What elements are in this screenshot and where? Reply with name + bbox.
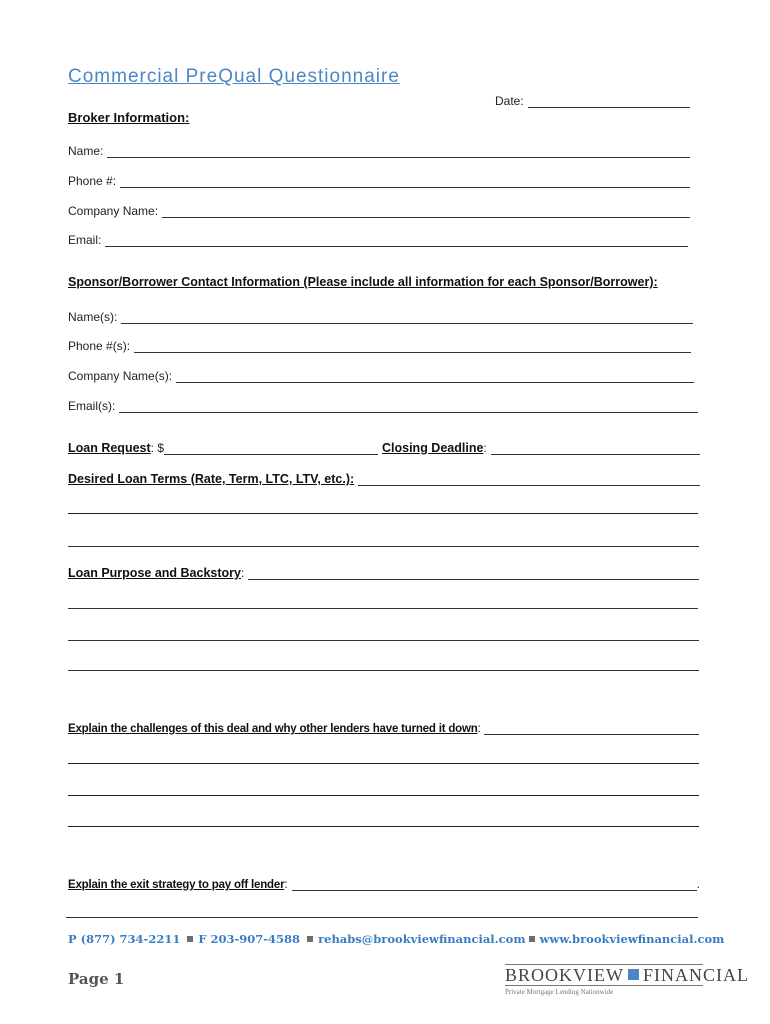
exit-strategy-line-2[interactable]: [66, 917, 698, 918]
exit-strategy-field[interactable]: [68, 873, 700, 891]
closing-deadline-suffix: :: [483, 441, 487, 455]
sponsor-names-line[interactable]: [121, 311, 693, 324]
loan-terms-line-2[interactable]: [68, 513, 698, 514]
closing-deadline-field[interactable]: [382, 437, 700, 455]
sponsor-phones-label: Phone #(s):: [68, 339, 131, 353]
sponsor-emails-field[interactable]: [68, 395, 698, 413]
closing-deadline-line[interactable]: [491, 442, 700, 455]
challenges-line-4[interactable]: [68, 826, 699, 827]
logo-name-right: FINANCIAL: [643, 965, 749, 985]
logo-name-left: BROOKVIEW: [505, 965, 624, 985]
loan-request-label: Loan Request: [68, 441, 151, 455]
footer-contact: [68, 932, 724, 946]
loan-purpose-line[interactable]: [248, 567, 699, 580]
broker-email-line[interactable]: [105, 234, 688, 247]
exit-strategy-end: .: [696, 877, 700, 891]
sponsor-company-field[interactable]: [68, 365, 694, 383]
sponsor-heading: Sponsor/Borrower Contact Information (Please include all information for each Sponsor/Borrower):: [68, 275, 658, 289]
footer-website[interactable]: www.brookviewfinancial.com: [539, 932, 725, 946]
loan-purpose-line-4[interactable]: [68, 670, 699, 671]
challenges-line-2[interactable]: [68, 763, 699, 764]
closing-deadline-label: Closing Deadline: [382, 441, 484, 455]
exit-strategy-line[interactable]: [292, 878, 697, 891]
loan-request-suffix: : $: [150, 441, 164, 455]
broker-name-field[interactable]: [68, 140, 690, 158]
challenges-field[interactable]: [68, 717, 699, 735]
loan-terms-label: Desired Loan Terms (Rate, Term, LTC, LTV, etc.):: [68, 472, 355, 486]
sponsor-phones-field[interactable]: [68, 335, 691, 353]
loan-request-line[interactable]: [164, 442, 378, 455]
broker-email-label: Email:: [68, 233, 102, 247]
exit-strategy-label: Explain the exit strategy to pay off lender: [68, 879, 285, 891]
sponsor-names-label: Name(s):: [68, 310, 118, 324]
challenges-label: Explain the challenges of this deal and why other lenders have turned it down: [68, 723, 478, 735]
loan-purpose-suffix: :: [240, 566, 245, 580]
loan-terms-line[interactable]: [358, 473, 700, 486]
page-number: Page 1: [68, 970, 125, 988]
logo-square-icon: [628, 969, 639, 980]
brookview-logo: [505, 964, 749, 996]
loan-purpose-field[interactable]: [68, 562, 699, 580]
footer-phone: P (877) 734-2211: [68, 932, 181, 946]
broker-company-label: Company Name:: [68, 204, 159, 218]
challenges-suffix: :: [477, 721, 481, 735]
logo-tagline: Private Mortgage Lending Nationwide: [505, 988, 614, 996]
sponsor-names-field[interactable]: [68, 306, 693, 324]
broker-email-field[interactable]: [68, 229, 688, 247]
broker-heading: Broker Information:: [68, 110, 190, 125]
challenges-line[interactable]: [484, 722, 699, 735]
broker-company-field[interactable]: [68, 200, 690, 218]
broker-name-label: Name:: [68, 144, 104, 158]
loan-purpose-line-3[interactable]: [68, 640, 699, 641]
broker-name-line[interactable]: [107, 145, 690, 158]
exit-strategy-suffix: :: [284, 877, 288, 891]
date-line[interactable]: [528, 95, 690, 108]
challenges-line-3[interactable]: [68, 795, 699, 796]
square-bullet-icon: [187, 936, 193, 942]
broker-phone-field[interactable]: [68, 170, 690, 188]
date-label: Date:: [495, 94, 524, 108]
broker-phone-line[interactable]: [120, 175, 690, 188]
logo-wordmark: [505, 964, 749, 986]
sponsor-phones-line[interactable]: [134, 340, 691, 353]
form-title: Commercial PreQual Questionnaire: [68, 66, 400, 87]
sponsor-company-label: Company Name(s):: [68, 369, 173, 383]
loan-terms-line-3[interactable]: [68, 546, 699, 547]
broker-company-line[interactable]: [162, 205, 690, 218]
loan-request-field[interactable]: [68, 437, 378, 455]
square-bullet-icon: [307, 936, 313, 942]
footer-fax: F 203-907-4588: [198, 932, 301, 946]
loan-purpose-line-2[interactable]: [68, 608, 698, 609]
sponsor-emails-line[interactable]: [119, 400, 698, 413]
broker-phone-label: Phone #:: [68, 174, 117, 188]
sponsor-emails-label: Email(s):: [68, 399, 116, 413]
loan-terms-field[interactable]: [68, 468, 700, 486]
footer-email[interactable]: rehabs@brookviewfinancial.com: [318, 932, 526, 946]
square-bullet-icon: [529, 936, 535, 942]
loan-purpose-label: Loan Purpose and Backstory: [68, 566, 241, 580]
date-field[interactable]: [495, 90, 690, 108]
sponsor-company-line[interactable]: [176, 370, 694, 383]
